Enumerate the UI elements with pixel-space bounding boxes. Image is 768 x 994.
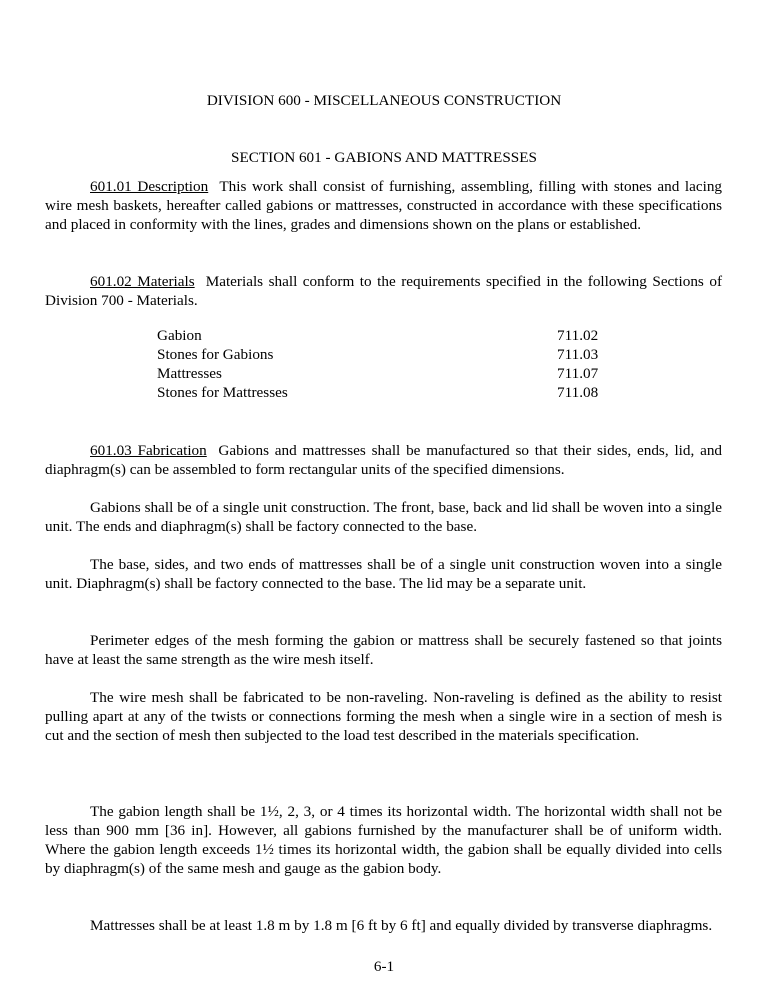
materials-paragraph (45, 272, 722, 310)
gabion-length-paragraph: The gabion length shall be 1½, 2, 3, or 4 times its horizontal width. The horizontal width shall not be less than 900 mm [36 in]. However, all gabions furnished by the manufacturer shall be of uniform width. Where the gabion length exceeds 1½ times its horizontal width, the gabion shall be equally divided into cells by diaphragm(s) of the same mesh and gauge as the gabion body. (45, 803, 722, 877)
materials-row (157, 364, 607, 383)
materials-row (157, 383, 607, 402)
fabrication-heading: 601.03 Fabrication (90, 442, 207, 459)
material-ref: 711.07 (557, 365, 599, 382)
fabrication-paragraph (45, 441, 722, 479)
material-ref: 711.08 (557, 384, 599, 401)
materials-heading: 601.02 Materials (90, 273, 195, 290)
fabrication-text: Gabions and mattresses shall be manufactured so that their sides, ends, lid, and diaphragm(s) can be assembled to form rectangular units of the specified dimensions. (45, 442, 723, 478)
page-number: 6-1 (373, 958, 395, 975)
gabions-construction-paragraph: Gabions shall be of a single unit construction. The front, base, back and lid shall be woven into a single unit. The ends and diaphragm(s) shall be factory connected to the base. (45, 499, 722, 535)
description-paragraph (45, 177, 722, 234)
materials-list (157, 326, 607, 402)
description-heading: 601.01 Description (90, 178, 209, 195)
perimeter-edges-paragraph: Perimeter edges of the mesh forming the gabion or mattress shall be securely fastened so that joints have at least the same strength as the wire mesh itself. (45, 632, 722, 668)
material-ref: 711.03 (557, 346, 599, 363)
material-name: Stones for Mattresses (157, 384, 288, 401)
material-name: Mattresses (157, 365, 222, 382)
non-raveling-paragraph: The wire mesh shall be fabricated to be non-raveling. Non-raveling is defined as the ability to resist pulling apart at any of the twists or connections forming the mesh when a single wire in a section of mesh is cut and the section of mesh then subjected to the load test described in the materials specification. (45, 689, 722, 744)
material-name: Stones for Gabions (157, 346, 274, 363)
materials-row (157, 326, 607, 345)
mattress-size-paragraph: Mattresses shall be at least 1.8 m by 1.8 m [6 ft by 6 ft] and equally divided by transverse diaphragms. (90, 917, 713, 934)
section-title: SECTION 601 - GABIONS AND MATTRESSES (231, 149, 537, 166)
materials-row (157, 345, 607, 364)
materials-text: Materials shall conform to the requirements specified in the following Sections of Division 700 - Materials. (45, 273, 723, 309)
material-name: Gabion (157, 327, 202, 344)
mattress-construction-paragraph: The base, sides, and two ends of mattresses shall be of a single unit construction woven into a single unit. Diaphragm(s) shall be factory connected to the base. The lid may be a separate unit. (45, 556, 722, 592)
division-title: DIVISION 600 - MISCELLANEOUS CONSTRUCTION (206, 92, 562, 109)
material-ref: 711.02 (557, 327, 599, 344)
description-text: This work shall consist of furnishing, assembling, filling with stones and lacing wire mesh baskets, hereafter called gabions or mattresses, constructed in accordance with these specifications and placed in conformity with the lines, grades and dimensions shown on the plans or established. (45, 178, 723, 233)
